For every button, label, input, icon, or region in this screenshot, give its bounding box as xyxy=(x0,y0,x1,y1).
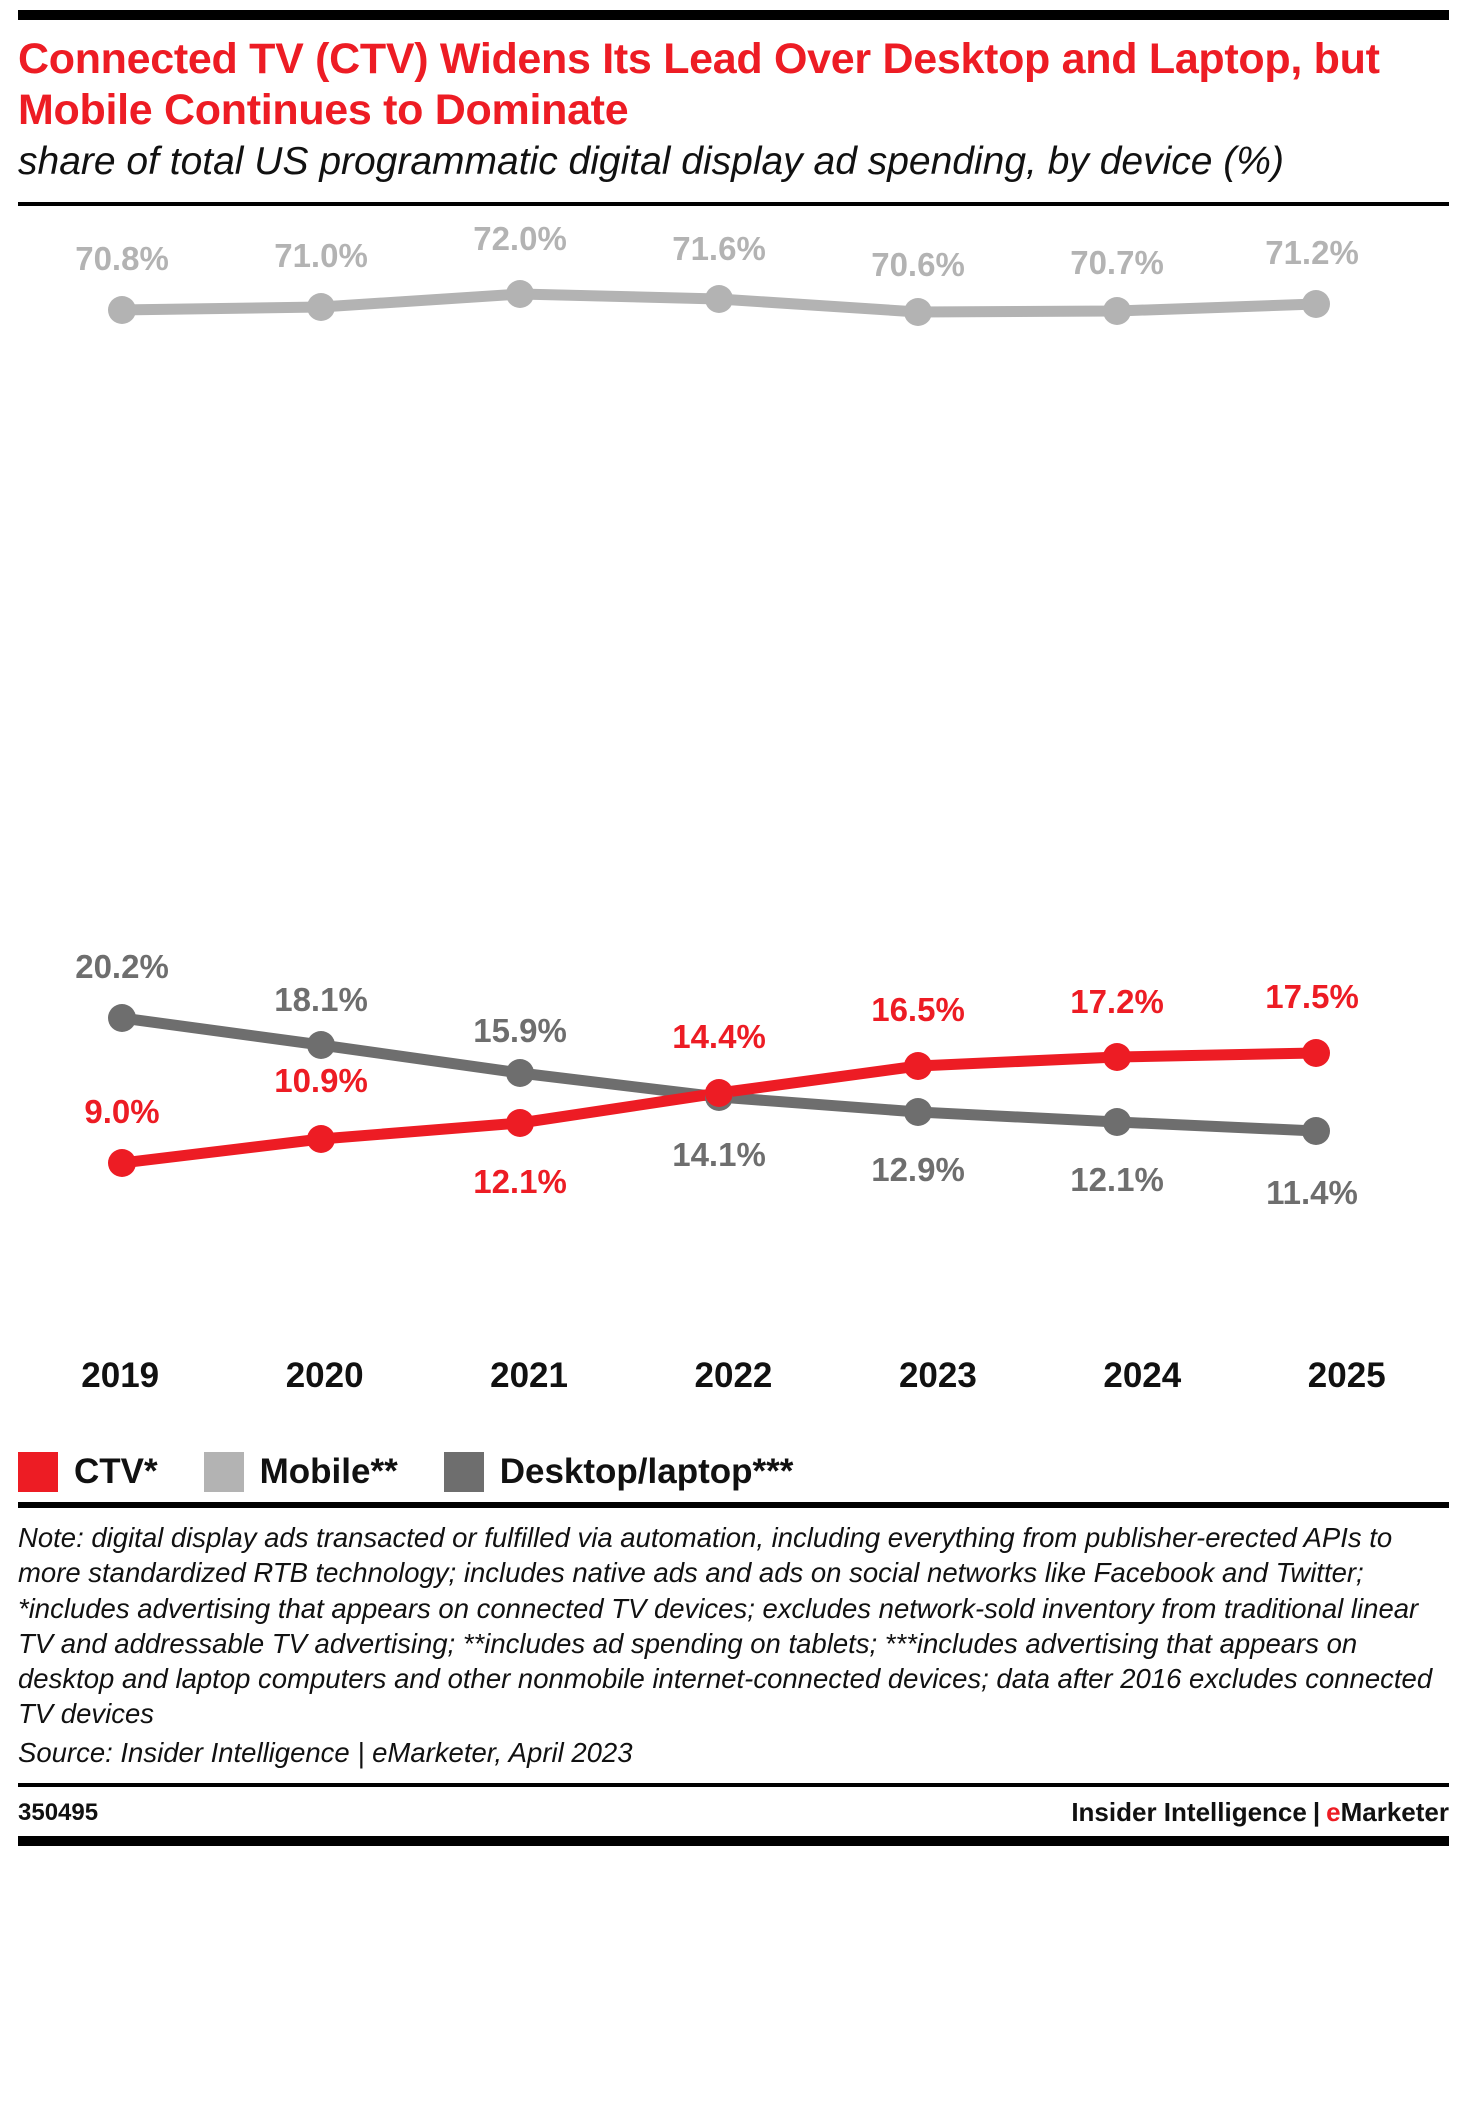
point-ctv-2022 xyxy=(705,1079,733,1107)
point-desktop-2020 xyxy=(307,1031,335,1059)
point-ctv-2021 xyxy=(506,1109,534,1137)
footer-brand-emarketer-e: e xyxy=(1326,1797,1341,1828)
legend-label-mobile: Mobile** xyxy=(259,1452,398,1492)
footer-divider xyxy=(18,1502,1449,1508)
x-tick-2022: 2022 xyxy=(694,1356,773,1396)
point-mobile-2019 xyxy=(108,296,136,324)
x-axis-labels xyxy=(18,1356,1449,1402)
chart-source: Source: Insider Intelligence | eMarketer, April 2023 xyxy=(18,1737,633,1769)
legend-swatch-icon-ctv xyxy=(18,1452,58,1492)
point-mobile-2024 xyxy=(1103,297,1131,325)
point-ctv-2019 xyxy=(108,1149,136,1177)
label-mobile-2022: 71.6% xyxy=(672,230,766,268)
label-mobile-2025: 71.2% xyxy=(1265,234,1359,272)
label-desktop-2025: 11.4% xyxy=(1266,1174,1358,1212)
bottom-rule xyxy=(18,1836,1449,1846)
legend-swatch-icon-desktop xyxy=(444,1452,484,1492)
label-ctv-2021: 12.1% xyxy=(473,1163,567,1201)
point-ctv-2020 xyxy=(307,1125,335,1153)
legend-item-ctv[interactable] xyxy=(18,1452,158,1492)
point-desktop-2024 xyxy=(1103,1108,1131,1136)
chart-note: Note: digital display ads transacted or fulfilled via automation, including everything from publisher-erected APIs to more standardized RTB technology; includes native ads and ads on social networks like Facebook and Twitter; *includes advertising that appears on connected TV devices; excludes network-sold inventory from traditional linear TV and addressable TV advertising; **includes ad spending on tablets; ***includes advertising that appears on desktop and laptop computers and other nonmobile internet-connected devices; data after 2016 excludes connected TV devices xyxy=(18,1522,1433,1730)
label-ctv-2025: 17.5% xyxy=(1265,978,1359,1016)
x-tick-2020: 2020 xyxy=(285,1356,364,1396)
page-title: Connected TV (CTV) Widens Its Lead Over Desktop and Laptop, but Mobile Continues to Dominate xyxy=(18,35,1380,134)
x-tick-2021: 2021 xyxy=(490,1356,568,1396)
top-rule xyxy=(18,10,1449,20)
point-desktop-2023 xyxy=(904,1098,932,1126)
label-mobile-2021: 72.0% xyxy=(473,220,567,258)
label-mobile-2019: 70.8% xyxy=(75,240,169,278)
label-desktop-2019: 20.2% xyxy=(75,948,169,986)
legend-label-ctv: CTV* xyxy=(74,1452,158,1492)
label-ctv-2020: 10.9% xyxy=(274,1062,368,1100)
chart-canvas xyxy=(18,206,1449,1446)
x-tick-2023: 2023 xyxy=(898,1356,977,1396)
point-mobile-2025 xyxy=(1302,290,1330,318)
label-desktop-2024: 12.1% xyxy=(1070,1161,1164,1199)
label-mobile-2020: 71.0% xyxy=(274,237,368,275)
point-ctv-2023 xyxy=(904,1052,932,1080)
point-mobile-2020 xyxy=(307,293,335,321)
footer-rule xyxy=(18,1783,1449,1787)
point-ctv-2025 xyxy=(1302,1039,1330,1067)
chart-legend xyxy=(18,1452,1449,1502)
legend-item-desktop[interactable] xyxy=(444,1452,794,1492)
label-ctv-2023: 16.5% xyxy=(871,991,965,1029)
point-desktop-2025 xyxy=(1302,1117,1330,1145)
x-tick-2025: 2025 xyxy=(1307,1356,1386,1396)
x-tick-2024: 2024 xyxy=(1103,1356,1182,1396)
label-desktop-2022: 14.1% xyxy=(672,1136,766,1174)
footer-brand-separator: | xyxy=(1312,1797,1321,1828)
legend-swatch-icon-mobile xyxy=(204,1452,244,1492)
label-desktop-2023: 12.9% xyxy=(871,1151,965,1189)
line-chart-svg xyxy=(18,206,1449,1446)
point-ctv-2024 xyxy=(1103,1043,1131,1071)
footer-chart-id: 350495 xyxy=(18,1798,99,1826)
point-desktop-2021 xyxy=(506,1059,534,1087)
legend-item-mobile[interactable] xyxy=(204,1452,398,1492)
page-footer xyxy=(18,1797,1449,1828)
footer-brand xyxy=(1071,1797,1449,1828)
label-ctv-2024: 17.2% xyxy=(1070,983,1164,1021)
footer-brand-insider: Insider Intelligence xyxy=(1071,1797,1307,1828)
page-subtitle: share of total US programmatic digital display ad spending, by device (%) xyxy=(18,140,1284,184)
footer-brand-emarketer: Marketer xyxy=(1340,1797,1449,1828)
chart-page xyxy=(0,10,1467,2108)
label-mobile-2024: 70.7% xyxy=(1070,244,1164,282)
label-desktop-2020: 18.1% xyxy=(274,981,368,1019)
point-mobile-2021 xyxy=(506,280,534,308)
label-desktop-2021: 15.9% xyxy=(473,1012,567,1050)
series-line-desktop xyxy=(122,1018,1316,1131)
label-ctv-2022: 14.4% xyxy=(672,1018,766,1056)
point-mobile-2023 xyxy=(904,298,932,326)
point-desktop-2019 xyxy=(108,1004,136,1032)
label-mobile-2023: 70.6% xyxy=(871,246,965,284)
point-mobile-2022 xyxy=(705,285,733,313)
label-ctv-2019: 9.0% xyxy=(84,1093,160,1131)
legend-label-desktop: Desktop/laptop*** xyxy=(499,1452,794,1492)
x-tick-2019: 2019 xyxy=(81,1356,160,1396)
